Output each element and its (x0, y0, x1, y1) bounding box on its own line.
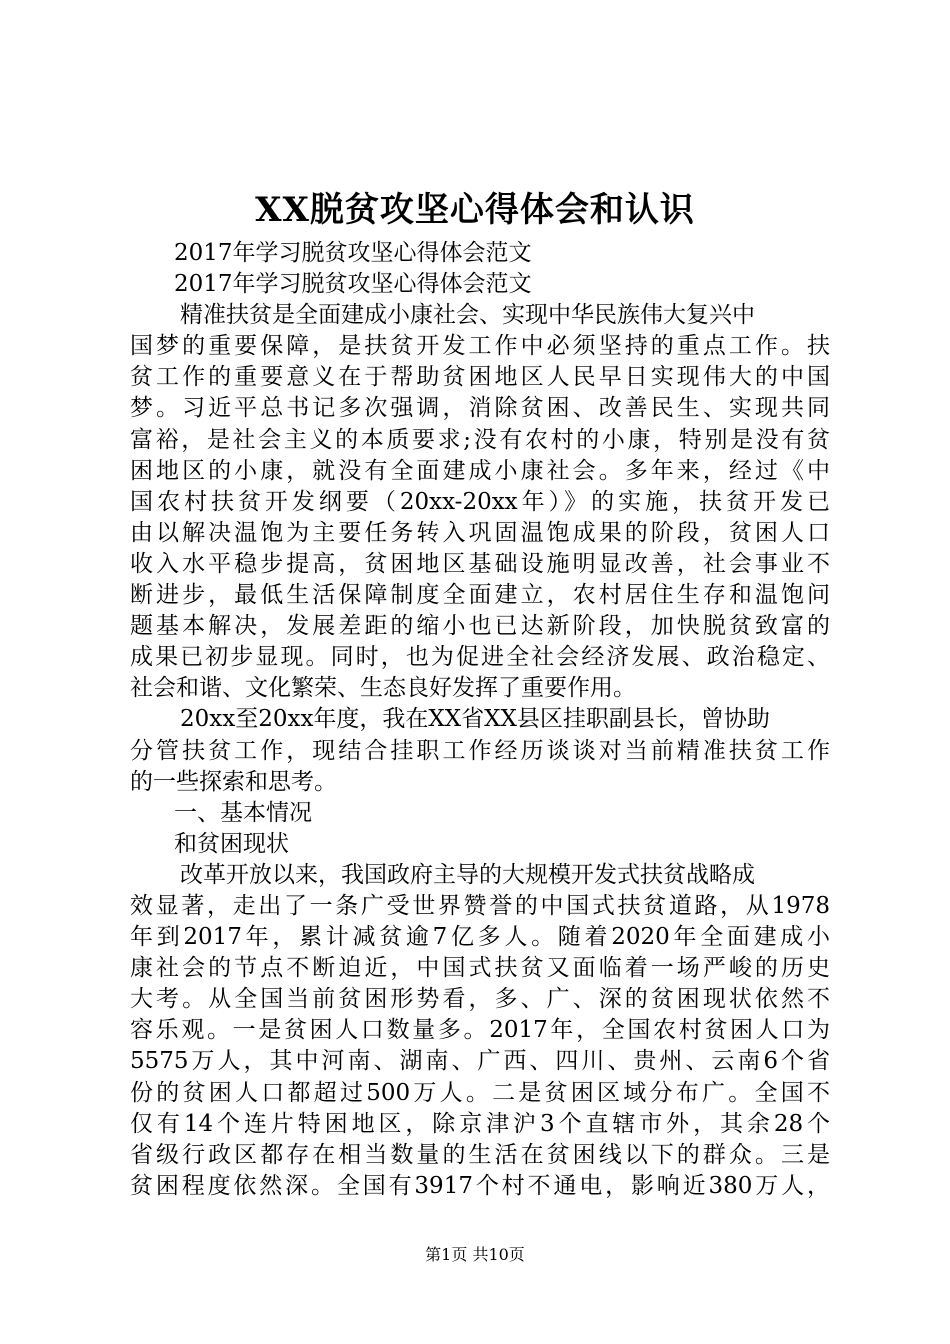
document-body (130, 238, 830, 1202)
document-title: XX脱贫攻坚心得体会和认识 (255, 190, 695, 230)
text-line: 梦。习近平总书记多次强调，消除贫困、改善民生、实现共同 (130, 395, 830, 422)
text-line: 20xx至20xx年度，我在XX省XX县区挂职副县长，曾协助 (180, 706, 770, 733)
text-line: 贫困程度依然深。全国有3917个村不通电，影响近380万人， (130, 1172, 830, 1199)
text-line: 一、基本情况 (174, 799, 312, 826)
text-line: 容乐观。一是贫困人口数量多。2017年，全国农村贫困人口为 (130, 1017, 830, 1044)
text-line: 贫工作的重要意义在于帮助贫困地区人民早日实现伟大的中国 (130, 364, 830, 391)
text-line: 2017年学习脱贫攻坚心得体会范文 (174, 240, 532, 266)
text-line: 2017年学习脱贫攻坚心得体会范文 (174, 271, 532, 298)
text-line: 康社会的节点不断迫近，中国式扶贫又面临着一场严峻的历史 (130, 955, 830, 982)
text-line: 和贫困现状 (174, 830, 289, 857)
text-line: 成果已初步显现。同时，也为促进全社会经济发展、政治稳定、 (130, 644, 830, 671)
text-line: 省级行政区都存在相当数量的生活在贫困线以下的群众。三是 (130, 1141, 830, 1168)
text-line: 年到2017年，累计减贫逾7亿多人。随着2020年全面建成小 (130, 924, 830, 951)
text-line: 国农村扶贫开发纲要（20xx-20xx年）》的实施，扶贫开发已 (130, 488, 830, 515)
text-line: 份的贫困人口都超过500万人。二是贫困区域分布广。全国不 (130, 1079, 830, 1106)
text-line: 精准扶贫是全面建成小康社会、实现中华民族伟大复兴中 (180, 302, 755, 329)
text-line: 题基本解决，发展差距的缩小也已达新阶段，加快脱贫致富的 (130, 613, 830, 640)
text-line: 由以解决温饱为主要任务转入巩固温饱成果的阶段，贫困人口 (130, 519, 830, 546)
page-footer: 第1页 共10页 (425, 1245, 525, 1264)
text-line: 改革开放以来，我国政府主导的大规模开发式扶贫战略成 (180, 861, 755, 888)
text-line: 的一些探索和思考。 (130, 768, 337, 795)
text-line: 收入水平稳步提高，贫困地区基础设施明显改善，社会事业不 (130, 550, 830, 577)
text-line: 富裕，是社会主义的本质要求;没有农村的小康，特别是没有贫 (130, 426, 830, 453)
text-line: 大考。从全国当前贫困形势看，多、广、深的贫困现状依然不 (130, 986, 830, 1013)
text-line: 困地区的小康，就没有全面建成小康社会。多年来，经过《中 (130, 457, 830, 484)
text-line: 仅有14个连片特困地区，除京津沪3个直辖市外，其余28个 (130, 1110, 830, 1137)
text-line: 国梦的重要保障，是扶贫开发工作中必须坚持的重点工作。扶 (130, 333, 830, 360)
text-line: 5575万人，其中河南、湖南、广西、四川、贵州、云南6个省 (130, 1048, 830, 1075)
text-line: 分管扶贫工作，现结合挂职工作经历谈谈对当前精准扶贫工作 (130, 737, 830, 764)
text-line: 断进步，最低生活保障制度全面建立，农村居住生存和温饱问 (130, 582, 830, 609)
text-line: 社会和谐、文化繁荣、生态良好发挥了重要作用。 (130, 675, 636, 702)
text-line: 效显著，走出了一条广受世界赞誉的中国式扶贫道路，从1978 (130, 892, 830, 919)
